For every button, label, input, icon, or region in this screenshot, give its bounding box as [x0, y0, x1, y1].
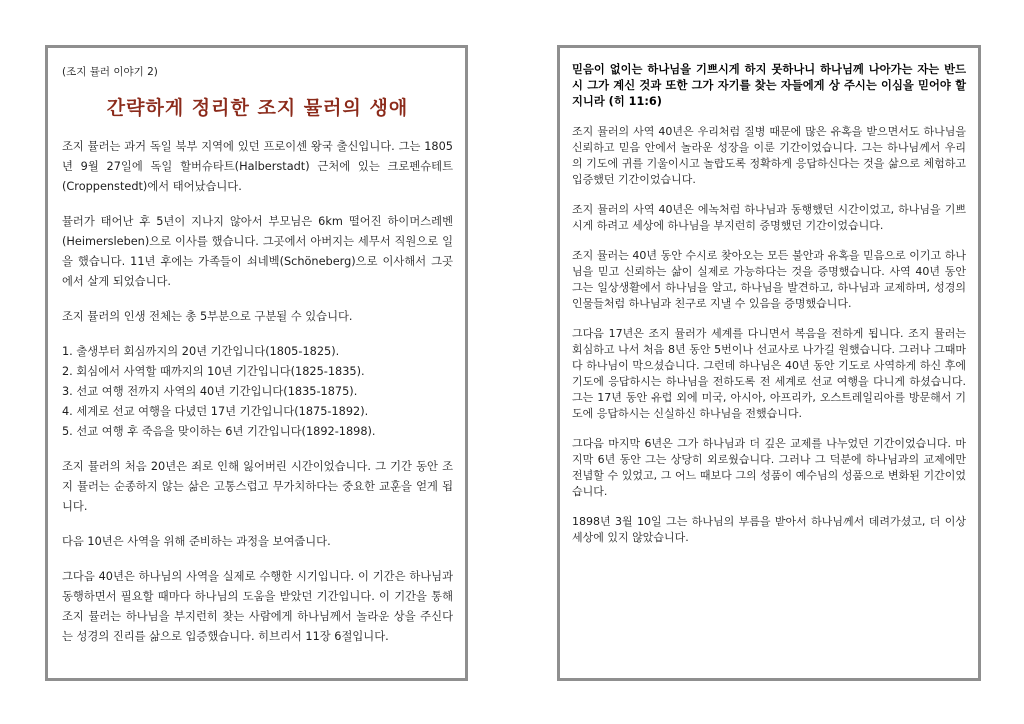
paragraph: 그다음 마지막 6년은 그가 하나님과 더 깊은 교제를 나누었던 기간이었습니다. 마지막 6년 동안 그는 상당히 외로웠습니다. 그러나 그 덕분에 하나님과의 교제에만 전념할 수 있었고, 그 어느 때보다 그의 성품이 예수님의 성품으로 변화된 기간이었습니다.	[572, 437, 966, 498]
paragraph: 뮬러가 태어난 후 5년이 지나지 않아서 부모님은 6km 떨어진 하이머스레벤(Heimersleben)으로 이사를 했습니다. 그곳에서 아버지는 세무서 직원으로 일을 했습니다. 11년 후에는 가족들이 쇠네벡(Schöneberg)으로 이사해서 그곳에서 살게 되었습니다.	[62, 215, 453, 288]
paragraph: 다음 10년은 사역을 위해 준비하는 과정을 보여줍니다.	[62, 535, 331, 548]
list-item: 1. 출생부터 회심까지의 20년 기간입니다(1805-1825).	[62, 345, 340, 358]
paragraph: 조지 뮬러의 사역 40년은 우리처럼 질병 때문에 많은 유혹을 받으면서도 하나님을 신뢰하고 믿음 안에서 놀라운 성장을 이룬 기간이었습니다. 그는 하나님께서 우리의 기도에 귀를 기울이시고 놀랍도록 정확하게 응답하신다는 것을 삶으로 체험하고 입증했던 기간이었습니다.	[572, 125, 966, 186]
life-periods-list	[62, 342, 453, 442]
paragraph: 그다음 17년은 조지 뮬러가 세계를 다니면서 복음을 전하게 됩니다. 조지 뮬러는 회심하고 나서 처음 8년 동안 5번이나 선교사로 나가길 원했습니다. 그러나 그때마다 하나님이 막으셨습니다. 그런데 하나님은 40년 동안 기도로 사역하게 하신 후에 기도에 응답하시는 하나님을 전하도록 전 세계로 선교 여행을 다니게 하셨습니다. 그는 17년 동안 유럽 외에 미국, 아시아, 아프리카, 오스트레일리아를 방문해서 기도에 응답하시는 신실하신 하나님을 전했습니다.	[572, 327, 966, 420]
list-item: 2. 회심에서 사역할 때까지의 10년 기간입니다(1825-1835).	[62, 365, 365, 378]
right-page-panel	[557, 45, 981, 681]
list-item: 5. 선교 여행 후 죽음을 맞이하는 6년 기간입니다(1892-1898).	[62, 425, 376, 438]
paragraph: 조지 뮬러의 처음 20년은 죄로 인해 잃어버린 시간이었습니다. 그 기간 동안 조지 뮬러는 순종하지 않는 삶은 고통스럽고 무가치하다는 중요한 교훈을 얻게 됩니다.	[62, 460, 453, 513]
series-label: (조지 뮬러 이야기 2)	[62, 66, 158, 78]
paragraph: 조지 뮬러는 과거 독일 북부 지역에 있던 프로이센 왕국 출신입니다. 그는 1805년 9월 27일에 독일 할버슈타트(Halberstadt) 근처에 있는 크로펜슈테트(Croppenstedt)에서 태어났습니다.	[62, 140, 453, 193]
paragraph: 조지 뮬러는 40년 동안 수시로 찾아오는 모든 불안과 유혹을 믿음으로 이기고 하나님을 믿고 신뢰하는 삶이 실제로 가능하다는 것을 증명했습니다. 사역 40년 동안 그는 일상생활에서 하나님을 알고, 하나님을 발견하고, 하나님과 교제하며, 성경의 인물들처럼 하나님과 친구로 지낼 수 있음을 증명했습니다.	[572, 249, 966, 310]
right-body	[572, 124, 966, 546]
paragraph: 그다음 40년은 하나님의 사역을 실제로 수행한 시기입니다. 이 기간은 하나님과 동행하면서 필요할 때마다 하나님의 도움을 받았던 기간입니다. 이 기간을 통해 조지 뮬러는 하나님을 부지런히 찾는 사람에게 하나님께서 놀라운 상을 주신다는 성경의 진리를 삶으로 입증했습니다. 히브리서 11장 6절입니다.	[62, 570, 453, 643]
list-item: 4. 세계로 선교 여행을 다녔던 17년 기간입니다(1875-1892).	[62, 405, 369, 418]
left-page-panel	[45, 45, 468, 681]
paragraph: 조지 뮬러의 사역 40년은 에녹처럼 하나님과 동행했던 시간이었고, 하나님을 기쁘시게 하려고 세상에 하나님을 부지런히 증명했던 기간이었습니다.	[572, 203, 966, 232]
list-item: 3. 선교 여행 전까지 사역의 40년 기간입니다(1835-1875).	[62, 385, 358, 398]
paragraph: 1898년 3월 10일 그는 하나님의 부름을 받아서 하나님께서 데려가셨고, 더 이상 세상에 있지 않았습니다.	[572, 515, 966, 544]
paragraph: 조지 뮬러의 인생 전체는 총 5부분으로 구분될 수 있습니다.	[62, 310, 353, 323]
page-title: 간략하게 정리한 조지 뮬러의 생애	[106, 97, 409, 119]
bible-verse: 믿음이 없이는 하나님을 기쁘시게 하지 못하나니 하나님께 나아가는 자는 반드시 그가 계신 것과 또한 그가 자기를 찾는 자들에게 상 주시는 이심을 믿어야 할지니라 (히 11:6)	[572, 63, 966, 108]
left-body	[62, 137, 453, 647]
